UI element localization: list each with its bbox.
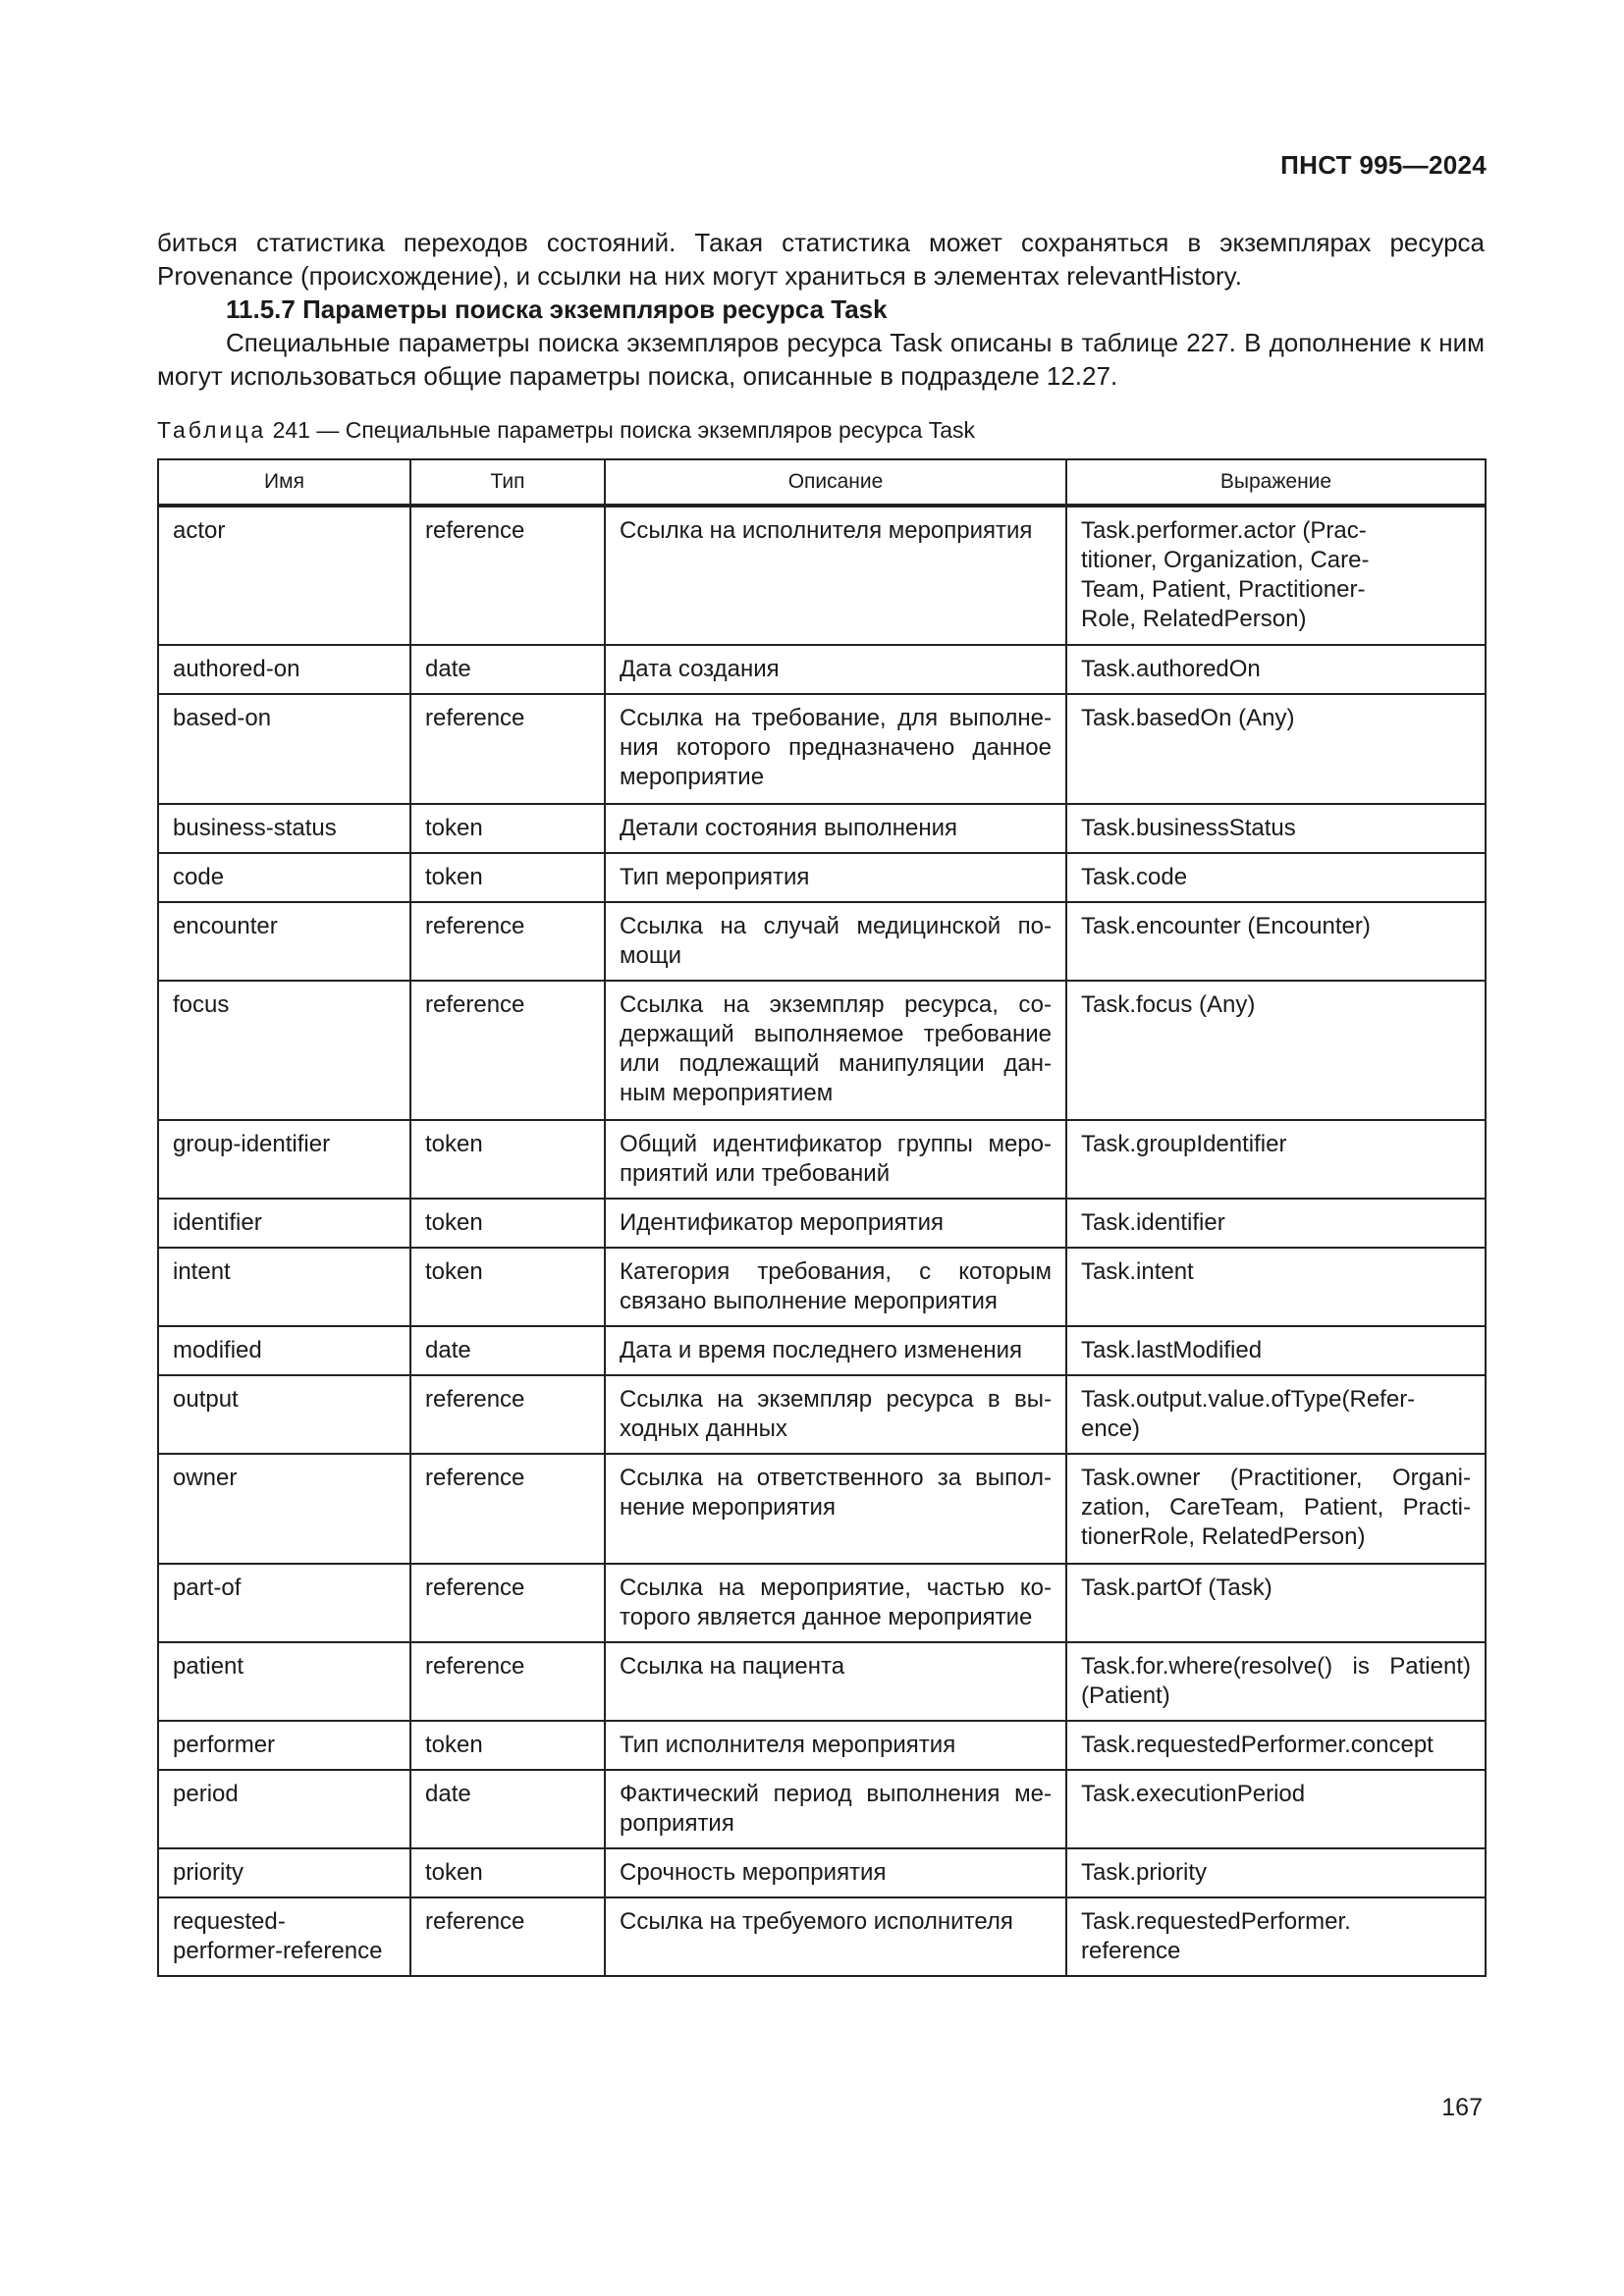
cell-expression: Task.performer.actor (Prac- titioner, Organization, Care- Team, Patient, Practitioner- Role, RelatedPerson) bbox=[1066, 506, 1486, 645]
cell-expression: Task.output.value.ofType(Refer-ence) bbox=[1066, 1375, 1486, 1454]
cell-type: token bbox=[410, 1199, 605, 1248]
cell-expression: Task.partOf (Task) bbox=[1066, 1564, 1486, 1642]
cell-expression: Task.focus (Any) bbox=[1066, 981, 1486, 1120]
cell-expression: Task.code bbox=[1066, 853, 1486, 902]
table-row bbox=[158, 1326, 1486, 1375]
cell-expression: Task.basedOn (Any) bbox=[1066, 694, 1486, 804]
cell-expression: Task.encounter (Encounter) bbox=[1066, 902, 1486, 981]
page-number: 167 bbox=[1441, 2094, 1483, 2121]
table-row bbox=[158, 506, 1486, 645]
cell-type: reference bbox=[410, 1375, 605, 1454]
intro-text bbox=[157, 226, 1485, 393]
cell-description: Ссылка на экземпляр ресурса в вы-ходных данных bbox=[605, 1375, 1066, 1454]
cell-type: reference bbox=[410, 506, 605, 645]
table-row bbox=[158, 1897, 1486, 1976]
cell-type: reference bbox=[410, 1454, 605, 1564]
cell-description: Срочность мероприятия bbox=[605, 1848, 1066, 1897]
cell-name: modified bbox=[158, 1326, 410, 1375]
cell-description: Фактический период выполнения ме-роприятия bbox=[605, 1770, 1066, 1848]
table-row bbox=[158, 1721, 1486, 1770]
table-caption bbox=[157, 417, 975, 444]
cell-description: Ссылка на требуемого исполнителя bbox=[605, 1897, 1066, 1976]
column-header-expression: Выражение bbox=[1066, 459, 1486, 506]
cell-type: token bbox=[410, 1721, 605, 1770]
cell-name: encounter bbox=[158, 902, 410, 981]
cell-type: reference bbox=[410, 694, 605, 804]
column-header-name: Имя bbox=[158, 459, 410, 506]
cell-name: group-identifier bbox=[158, 1120, 410, 1199]
table-row bbox=[158, 1642, 1486, 1721]
cell-description: Детали состояния выполнения bbox=[605, 804, 1066, 853]
search-params-table bbox=[157, 458, 1487, 1977]
cell-name: priority bbox=[158, 1848, 410, 1897]
cell-description: Тип мероприятия bbox=[605, 853, 1066, 902]
cell-expression: Task.intent bbox=[1066, 1248, 1486, 1326]
cell-type: reference bbox=[410, 1897, 605, 1976]
cell-expression: Task.requestedPerformer.concept bbox=[1066, 1721, 1486, 1770]
cell-expression: Task.priority bbox=[1066, 1848, 1486, 1897]
cell-name: owner bbox=[158, 1454, 410, 1564]
cell-description: Дата создания bbox=[605, 645, 1066, 694]
section-heading: 11.5.7 Параметры поиска экземпляров ресурса Task bbox=[226, 294, 888, 324]
table-caption-prefix: Таблица bbox=[157, 417, 267, 443]
cell-name: requested- performer-reference bbox=[158, 1897, 410, 1976]
continuation-paragraph: биться статистика переходов состояний. Такая статистика может сохраняться в экземплярах ресурса Provenance (происхождение), и ссылки на них могут храниться в элементах relevantHistory. bbox=[157, 228, 1485, 291]
cell-name: authored-on bbox=[158, 645, 410, 694]
table-header-row bbox=[158, 459, 1486, 506]
cell-expression: Task.businessStatus bbox=[1066, 804, 1486, 853]
cell-description: Ссылка на исполнителя мероприятия bbox=[605, 506, 1066, 645]
table-row bbox=[158, 902, 1486, 981]
cell-type: date bbox=[410, 1770, 605, 1848]
table-row bbox=[158, 1120, 1486, 1199]
cell-expression: Task.lastModified bbox=[1066, 1326, 1486, 1375]
cell-description: Ссылка на мероприятие, частью ко-торого является данное мероприятие bbox=[605, 1564, 1066, 1642]
table-caption-text: 241 — Специальные параметры поиска экземпляров ресурса Task bbox=[266, 417, 976, 443]
cell-description: Ссылка на случай медицинской по-мощи bbox=[605, 902, 1066, 981]
cell-description: Ссылка на пациента bbox=[605, 1642, 1066, 1721]
cell-name: part-of bbox=[158, 1564, 410, 1642]
cell-type: token bbox=[410, 1848, 605, 1897]
table-row bbox=[158, 981, 1486, 1120]
cell-description: Ссылка на требование, для выполне-ния которого предназначено данное мероприятие bbox=[605, 694, 1066, 804]
cell-expression: Task.identifier bbox=[1066, 1199, 1486, 1248]
cell-expression: Task.groupIdentifier bbox=[1066, 1120, 1486, 1199]
cell-type: reference bbox=[410, 1642, 605, 1721]
cell-expression: Task.authoredOn bbox=[1066, 645, 1486, 694]
cell-description: Идентификатор мероприятия bbox=[605, 1199, 1066, 1248]
document-id: ПНСТ 995—2024 bbox=[1280, 150, 1487, 180]
cell-name: based-on bbox=[158, 694, 410, 804]
cell-name: business-status bbox=[158, 804, 410, 853]
cell-description: Категория требования, с которым связано выполнение мероприятия bbox=[605, 1248, 1066, 1326]
table-row bbox=[158, 645, 1486, 694]
table-row bbox=[158, 1375, 1486, 1454]
column-header-description: Описание bbox=[605, 459, 1066, 506]
cell-name: performer bbox=[158, 1721, 410, 1770]
cell-expression: Task.for.where(resolve() is Patient) (Patient) bbox=[1066, 1642, 1486, 1721]
cell-type: token bbox=[410, 804, 605, 853]
table-row bbox=[158, 694, 1486, 804]
table-body bbox=[158, 506, 1486, 1976]
cell-name: intent bbox=[158, 1248, 410, 1326]
table-row bbox=[158, 1199, 1486, 1248]
table-row bbox=[158, 1848, 1486, 1897]
cell-type: date bbox=[410, 1326, 605, 1375]
cell-type: token bbox=[410, 1248, 605, 1326]
column-header-type: Тип bbox=[410, 459, 605, 506]
table-row bbox=[158, 853, 1486, 902]
cell-description: Общий идентификатор группы меро-приятий или требований bbox=[605, 1120, 1066, 1199]
cell-name: code bbox=[158, 853, 410, 902]
cell-type: reference bbox=[410, 902, 605, 981]
cell-name: output bbox=[158, 1375, 410, 1454]
cell-type: token bbox=[410, 853, 605, 902]
cell-type: token bbox=[410, 1120, 605, 1199]
cell-type: reference bbox=[410, 1564, 605, 1642]
table-row bbox=[158, 1770, 1486, 1848]
cell-type: reference bbox=[410, 981, 605, 1120]
section-paragraph: Специальные параметры поиска экземпляров ресурса Task описаны в таблице 227. В дополнение к ним могут использоваться общие параметры поиска, описанные в подразделе 12.27. bbox=[157, 328, 1485, 391]
cell-expression: Task.executionPeriod bbox=[1066, 1770, 1486, 1848]
cell-name: patient bbox=[158, 1642, 410, 1721]
cell-description: Дата и время последнего изменения bbox=[605, 1326, 1066, 1375]
cell-name: identifier bbox=[158, 1199, 410, 1248]
cell-description: Ссылка на ответственного за выпол-нение мероприятия bbox=[605, 1454, 1066, 1564]
table-row bbox=[158, 804, 1486, 853]
table-row bbox=[158, 1454, 1486, 1564]
cell-name: focus bbox=[158, 981, 410, 1120]
cell-name: actor bbox=[158, 506, 410, 645]
table-row bbox=[158, 1564, 1486, 1642]
cell-description: Ссылка на экземпляр ресурса, со-держащий выполняемое требование или подлежащий манипуляции дан-ным мероприятием bbox=[605, 981, 1066, 1120]
cell-expression: Task.owner (Practitioner, Organi-zation, CareTeam, Patient, Practi-tionerRole, RelatedPerson) bbox=[1066, 1454, 1486, 1564]
cell-expression: Task.requestedPerformer. reference bbox=[1066, 1897, 1486, 1976]
cell-description: Тип исполнителя мероприятия bbox=[605, 1721, 1066, 1770]
cell-type: date bbox=[410, 645, 605, 694]
cell-name: period bbox=[158, 1770, 410, 1848]
table-row bbox=[158, 1248, 1486, 1326]
